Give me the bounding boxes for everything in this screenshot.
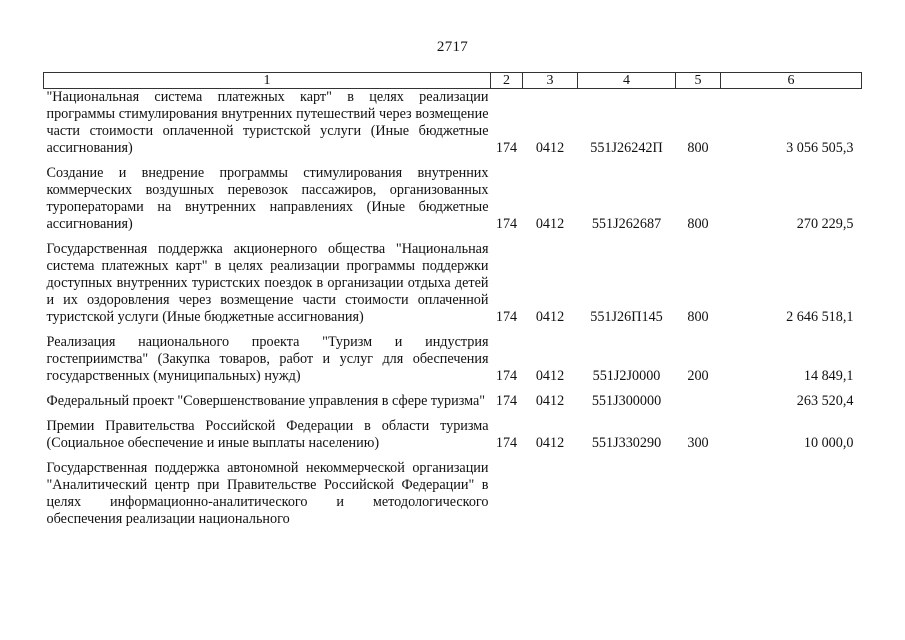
row-ministry	[491, 460, 523, 528]
row-expense-type	[676, 393, 721, 410]
row-expense-type: 800	[687, 309, 709, 325]
row-expense-type	[676, 460, 721, 528]
row-section: 0412	[535, 309, 565, 325]
row-description: Государственная поддержка акционерного общества "Национальная система платежных карт" в целях реализации программы поддержки доступных внутренних туристских поездок в организации отдыха детей и их оздоровления через возмещение части стоимости оплаченной туристской услуги (Иные бюджетные ассигнования)	[46, 241, 489, 325]
row-ministry: 174	[495, 368, 518, 384]
header-col-target-article: 4	[578, 73, 676, 89]
row-section	[523, 460, 578, 528]
row-section: 0412	[535, 140, 565, 156]
page-number: 2717	[436, 39, 469, 55]
row-gap	[44, 233, 862, 241]
header-col-section: 3	[523, 73, 578, 89]
row-gap	[44, 452, 862, 460]
row-target-article: 551J300000	[591, 393, 662, 409]
row-target-article: 551J2J0000	[592, 368, 661, 384]
table-row	[44, 418, 862, 452]
row-description: Реализация национального проекта "Туризм и индустрия гостеприимства" (Закупка товаров, работ и услуг для обеспечения государственных (муниципальных) нужд)	[46, 334, 489, 384]
table-row	[44, 89, 862, 158]
header-col-description: 1	[44, 73, 491, 89]
table-row	[44, 165, 862, 233]
row-ministry: 174	[495, 309, 518, 325]
row-amount: 270 229,5	[796, 216, 854, 232]
row-amount	[721, 460, 862, 528]
row-ministry: 174	[495, 216, 518, 232]
row-section: 0412	[535, 435, 565, 451]
row-description: Создание и внедрение программы стимулирования внутренних коммерческих воздушных перевозок пассажиров, организованных туроператорами на внутренних направлениях (Иные бюджетные ассигнования)	[46, 165, 489, 232]
row-gap	[44, 326, 862, 334]
row-description: "Национальная система платежных карт" в целях реализации программы стимулирования внутренних путешествий через возмещение части стоимости оплаченной туристской услуги (Иные бюджетные ассигнования)	[46, 89, 489, 156]
row-target-article: 551J26242П	[590, 140, 663, 156]
row-expense-type: 800	[687, 216, 709, 232]
row-target-article	[578, 460, 676, 528]
row-section: 0412	[535, 216, 565, 232]
table-row	[44, 460, 862, 528]
header-col-amount: 6	[721, 73, 862, 89]
table-row	[44, 241, 862, 326]
row-expense-type: 200	[687, 368, 709, 384]
row-target-article: 551J262687	[591, 216, 662, 232]
header-col-expense-type: 5	[676, 73, 721, 89]
row-gap	[44, 385, 862, 393]
row-ministry: 174	[495, 140, 518, 156]
table-row	[44, 334, 862, 385]
row-expense-type: 800	[687, 140, 709, 156]
row-amount: 14 849,1	[803, 368, 854, 384]
row-amount: 10 000,0	[803, 435, 854, 451]
row-ministry: 174	[495, 393, 518, 409]
row-description: Премии Правительства Российской Федерации в области туризма (Социальное обеспечение и иные выплаты населению)	[46, 418, 489, 451]
row-description: Федеральный проект "Совершенствование управления в сфере туризма"	[46, 393, 486, 409]
table-row	[44, 393, 862, 410]
row-gap	[44, 410, 862, 418]
budget-table	[43, 72, 862, 528]
row-amount: 263 520,4	[796, 393, 854, 409]
row-gap	[44, 157, 862, 165]
row-amount: 2 646 518,1	[786, 309, 854, 325]
row-description: Государственная поддержка автономной некоммерческой организации "Аналитический центр при Правительстве Российской Федерации" в целях информационно-аналитического и методологического обеспечения реализации национального	[46, 460, 489, 527]
row-target-article: 551J26П145	[590, 309, 663, 325]
row-amount: 3 056 505,3	[786, 140, 854, 156]
row-target-article: 551J330290	[591, 435, 662, 451]
row-section: 0412	[535, 393, 565, 409]
header-row	[44, 73, 862, 89]
row-section: 0412	[535, 368, 565, 384]
row-expense-type: 300	[687, 435, 709, 451]
row-ministry: 174	[495, 435, 518, 451]
header-col-ministry: 2	[491, 73, 523, 89]
